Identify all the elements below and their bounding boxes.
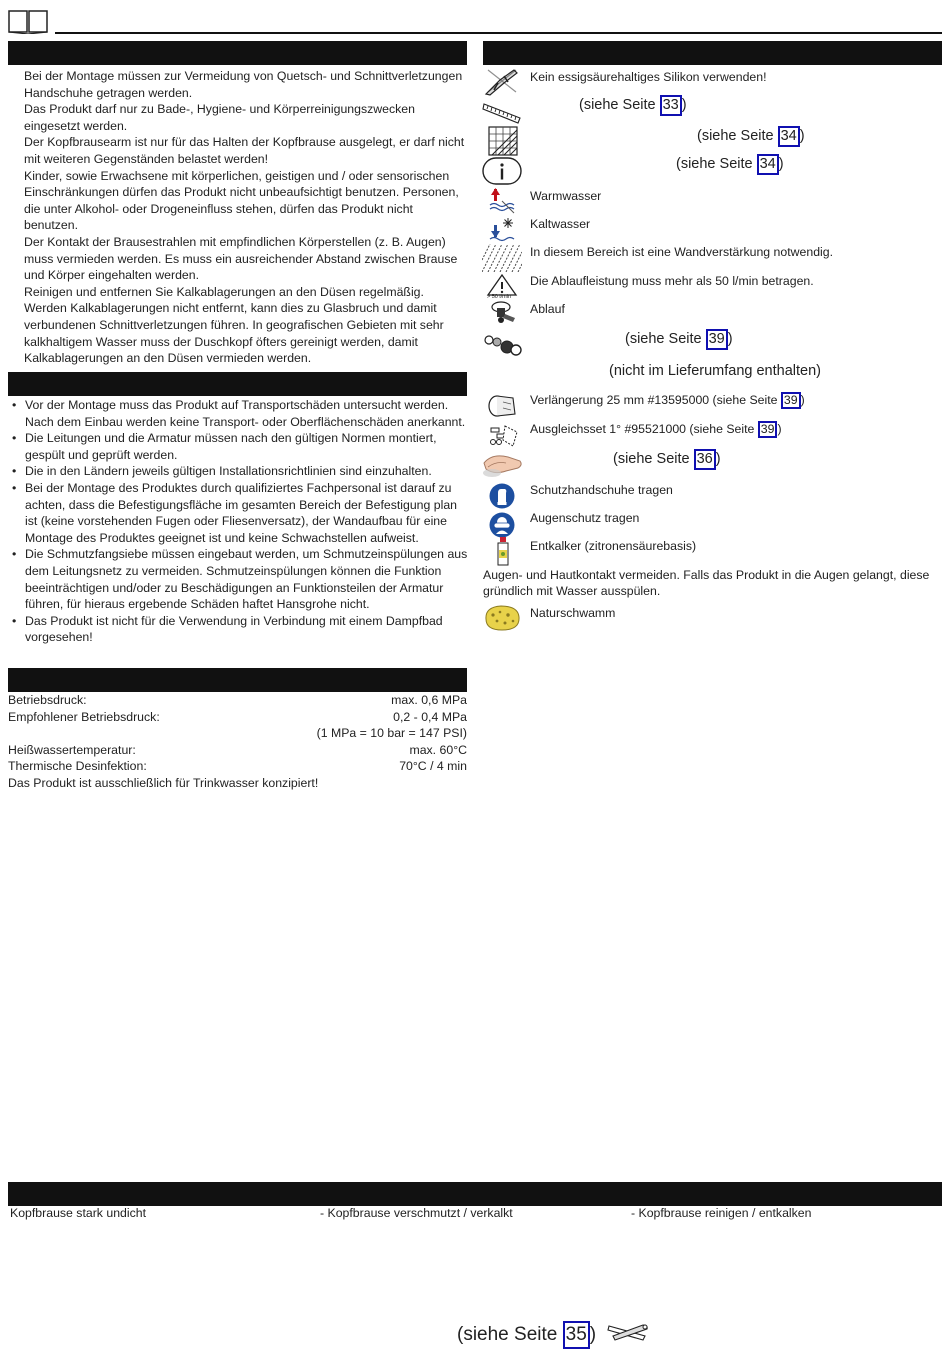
page-link-34[interactable]: 34 <box>778 126 800 147</box>
see-page-39-a: (siehe Seite 39 ) <box>625 329 733 350</box>
drain-icon-caption: > 50 l/min <box>487 294 511 300</box>
spec-label: Thermische Desinfektion: <box>8 759 147 774</box>
not-included-note: (nicht im Lieferumfang enthalten) <box>609 363 821 379</box>
spec-label: Heißwassertemperatur: <box>8 742 136 757</box>
safety-paragraph: Der Kopfbrausearm ist nur für das Halten der Kopfbrause ausgelegt, er darf nicht mit weiteren Gegenständen belastet werden! <box>24 135 465 166</box>
see-page-34-a: (siehe Seite 34 ) <box>697 126 805 147</box>
safety-paragraph: Reinigen und entfernen Sie Kalkablagerungen an den Düsen regelmäßig. Werden Kalkablagerungen nicht entfernt, kann dies zu Glasbruch und damit verbundenen Schnittverletzungen führen. In geografischen Gebieten mit sehr kalkhaltigem Wasser muss der Duschkopf öfters gereinigt werden, damit Kalkablagerungen an den Düsen vermieden werden. <box>24 284 444 366</box>
page-link-39[interactable]: 39 <box>781 392 801 409</box>
eye-contact-warning: Augen- und Hautkontakt vermeiden. Falls das Produkt in die Augen gelangt, diese gründlich mit Wasser ausspülen. <box>483 568 930 598</box>
remedy-cell: - Kopfbrause reinigen / entkalken <box>631 1206 812 1220</box>
drain-capacity-text: Die Ablaufleistung muss mehr als 50 l/min betragen. <box>530 274 814 288</box>
list-item: • Die Schmutzfangsiebe müssen eingebaut werden, um Schmutzeinspülungen aus dem Leitungsnetz zu vermeiden. Schmutzeinspülungen können die Funktion beeinträchtigen und/oder zu Beschädigungen an Funktionsteilen der Armatur führen, für hieraus ergebende Schäden haftet Hansgrohe nicht. <box>8 546 470 612</box>
see-page-34-b: (siehe Seite 34 ) <box>676 154 784 175</box>
mounting-notes <box>8 397 470 646</box>
symbols-section-bar <box>483 41 942 65</box>
warm-water-label: Warmwasser <box>530 189 602 203</box>
tools-icon <box>607 1321 649 1348</box>
wall-reinforcement-text: In diesem Bereich ist eine Wandverstärkung notwendig. <box>530 245 834 259</box>
ruler-icon <box>482 98 522 129</box>
gloves-mandatory-icon <box>489 483 515 514</box>
silicone-gun-icon <box>484 66 520 101</box>
page-link-39[interactable]: 39 <box>706 329 728 350</box>
cause-cell: - Kopfbrause verschmutzt / verkalkt <box>320 1206 513 1220</box>
see-page-33: (siehe Seite 33 ) <box>579 95 687 116</box>
drain-icon <box>489 300 519 331</box>
spec-value: 0,2 - 0,4 MPa <box>393 709 467 724</box>
spec-conversion: (1 MPa = 10 bar = 147 PSI) <box>316 726 467 741</box>
safety-paragraph: Bei der Montage müssen zur Vermeidung von Quetsch- und Schnittverletzungen Handschuhe getragen werden. <box>24 69 463 100</box>
descaler-label: Entkalker (zitronensäurebasis) <box>530 539 697 553</box>
spec-note: Das Produkt ist ausschließlich für Trinkwasser konzipiert! <box>8 775 319 790</box>
hatch-grid-icon <box>488 126 518 161</box>
hand-cleaning-icon <box>482 449 524 484</box>
fault-cell: Kopfbrause stark undicht <box>10 1206 147 1220</box>
safety-section-bar <box>8 41 467 65</box>
cold-water-label: Kaltwasser <box>530 217 591 231</box>
header-rule <box>55 32 942 34</box>
page-link-36[interactable]: 36 <box>694 449 716 470</box>
list-item: • Die in den Ländern jeweils gültigen Installationsrichtlinien sind einzuhalten. <box>8 463 470 480</box>
spec-label: Empfohlener Betriebsdruck: <box>8 709 160 724</box>
manual-book-icon <box>8 8 48 39</box>
silicone-warning: Kein essigsäurehaltiges Silikon verwenden! <box>530 70 767 84</box>
extension-text: Verlängerung 25 mm #13595000 (siehe Seite 39 ) <box>530 393 805 407</box>
gloves-label: Schutzhandschuhe tragen <box>530 483 673 497</box>
sponge-label: Naturschwamm <box>530 606 616 620</box>
safety-paragraph: Kinder, sowie Erwachsene mit körperlichen, geistigen und / oder sensorischen Einschränkungen dürfen das Produkt nicht unbeaufsichtigt benutzen. Personen, die unter Alkohol- oder Drogeneinfluss stehen, dürfen das Produkt nicht benutzen. <box>24 168 459 233</box>
spare-parts-icon <box>483 333 523 364</box>
footer-see-page: (siehe Seite 35 ) <box>457 1321 596 1349</box>
technical-data <box>8 692 467 792</box>
spec-value: max. 60°C <box>409 742 467 757</box>
natural-sponge-icon <box>483 603 521 638</box>
page-link-34[interactable]: 34 <box>757 154 779 175</box>
eye-protection-label: Augenschutz tragen <box>530 511 640 525</box>
spec-label: Betriebsdruck: <box>8 693 87 707</box>
safety-text <box>24 68 468 367</box>
list-item: • Vor der Montage muss das Produkt auf Transportschäden untersucht werden. Nach dem Einbau werden keine Transport- oder Oberflächenschäden anerkannt. <box>8 397 470 430</box>
compensation-set-text: Ausgleichsset 1° #95521000 (siehe Seite 39 ) <box>530 422 782 436</box>
spec-value: 70°C / 4 min <box>399 759 467 774</box>
page-link-39[interactable]: 39 <box>758 421 778 438</box>
see-page-36: (siehe Seite 36 ) <box>613 449 721 470</box>
safety-paragraph: Das Produkt darf nur zu Bade-, Hygiene- und Körperreinigungszwecken eingesetzt werden. <box>24 102 415 133</box>
troubleshooting-section-bar <box>8 1182 942 1206</box>
page-link-33[interactable]: 33 <box>660 95 682 116</box>
technical-data-section-bar <box>8 668 467 692</box>
safety-paragraph: Der Kontakt der Brausestrahlen mit empfindlichen Körperstellen (z. B. Augen) muss vermieden werden. Es muss ein ausreichender Abstand zwischen Brause und Körper eingehalten werden. <box>24 234 458 283</box>
page-link-35[interactable]: 35 <box>563 1321 590 1349</box>
spec-value: max. 0,6 MPa <box>391 693 467 707</box>
mounting-section-bar <box>8 372 467 396</box>
list-item: • Bei der Montage des Produktes durch qualifiziertes Fachpersonal ist darauf zu achten, dass die Befestigungsfläche im gesamten Bereich der Befestigung plan ist (keine vorstehenden Fugen oder Fliesenversatz), der Wandaufbau für eine Montage des Produktes geeignet ist und keine Schwachstellen aufweist. <box>8 480 470 546</box>
info-icon <box>482 157 522 190</box>
list-item: • Die Leitungen und die Armatur müssen nach den gültigen Normen montiert, gespült und geprüft werden. <box>8 430 470 463</box>
drain-label: Ablauf <box>530 302 565 316</box>
list-item: • Das Produkt ist nicht für die Verwendung in Verbindung mit einem Dampfbad vorgesehen! <box>8 613 470 646</box>
